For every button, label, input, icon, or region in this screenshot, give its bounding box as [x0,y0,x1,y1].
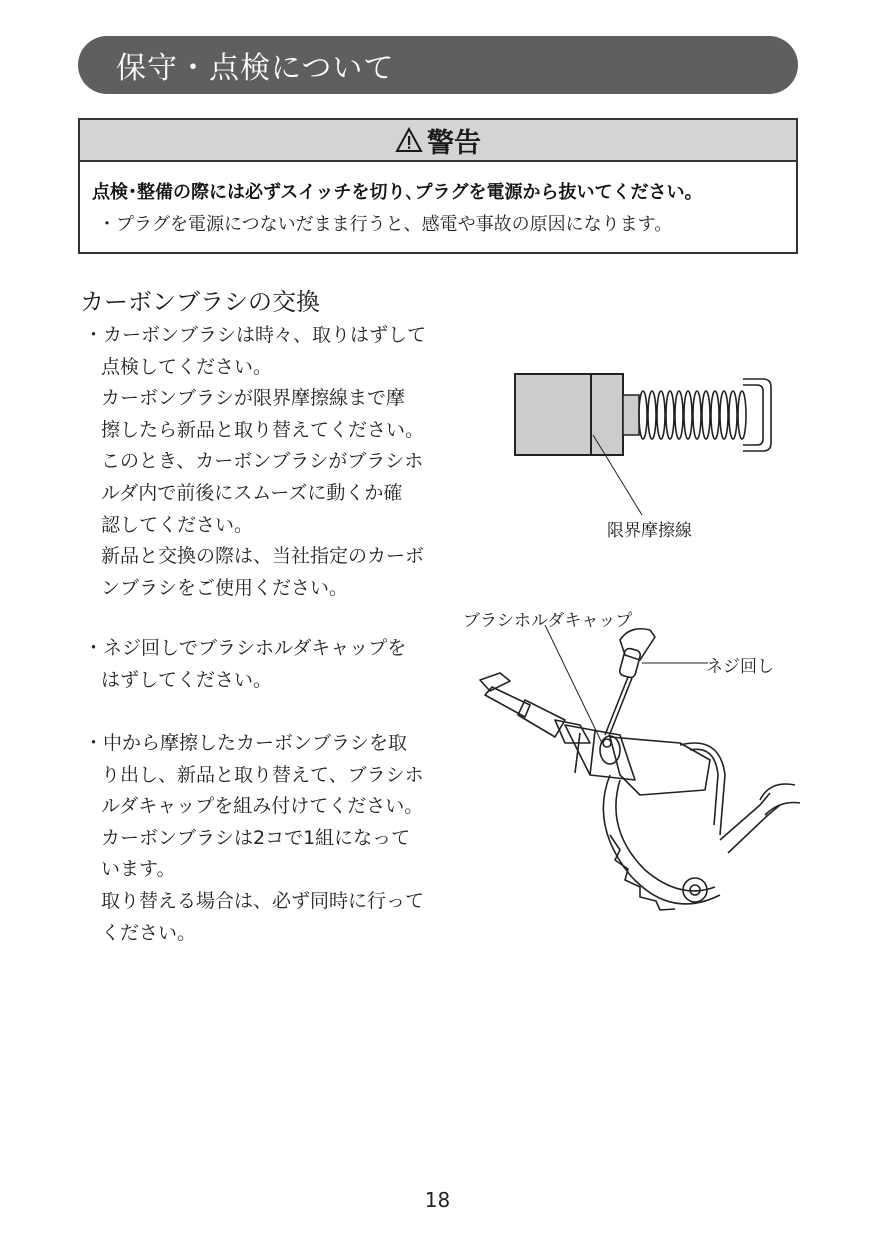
warning-sub-text: ・プラグを電源につないだまま行うと、感電や事故の原因になります。 [98,214,673,235]
warning-main-text: 点検･整備の際には必ずスイッチを切り､プラグを電源から抜いてください｡ [92,182,694,203]
warning-triangle-icon [395,127,423,153]
text-line: カーボンブラシは2コで1組になって [101,826,411,849]
text-line: 新品と交換の際は、当社指定のカーボ [101,545,425,568]
section-title: カーボンブラシの交換 [80,288,320,316]
paragraph-1 [84,320,454,604]
text-line: ・ネジ回しでブラシホルダキャップを [84,637,407,659]
brush-holder-cap-label: ブラシホルダキャップ [463,611,633,631]
screwdriver-label: ネジ回し [706,657,774,677]
text-line: ルダキャップを組み付けてください。 [101,795,424,818]
page-number: 18 [424,1188,451,1212]
text-line: 認してください。 [101,513,254,536]
text-line: カーボンブラシが限界摩擦線まで摩 [101,387,406,410]
text-line: ください。 [101,921,197,944]
text-line: います。 [101,858,176,881]
text-line: 取り替える場合は、必ず同時に行って [101,889,425,912]
limit-wear-line-label: 限界摩擦線 [607,521,692,541]
page-header [78,36,798,94]
text-line: 擦したら新品と取り替えてください。 [101,418,425,441]
paragraph-2 [84,633,454,696]
text-line: ンブラシをご使用ください。 [101,576,349,599]
warning-title: 警告 [427,127,481,159]
paragraph-3 [84,728,454,949]
page-title: 保守・点検について [116,51,395,86]
warning-header [80,120,796,162]
text-line: ・カーボンブラシは時々、取りはずして [84,324,427,346]
text-line: ・中から摩擦したカーボンブラシを取 [84,732,408,754]
text-line: はずしてください。 [101,668,273,691]
warning-box [78,118,798,254]
text-line: このとき、カーボンブラシがブラシホ [101,450,424,473]
text-line: り出し、新品と取り替えて、ブラシホ [101,763,424,786]
text-line: ルダ内で前後にスムーズに動くか確 [101,481,403,504]
text-line: 点検してください。 [101,355,273,378]
carbon-brush-figure [505,365,785,525]
